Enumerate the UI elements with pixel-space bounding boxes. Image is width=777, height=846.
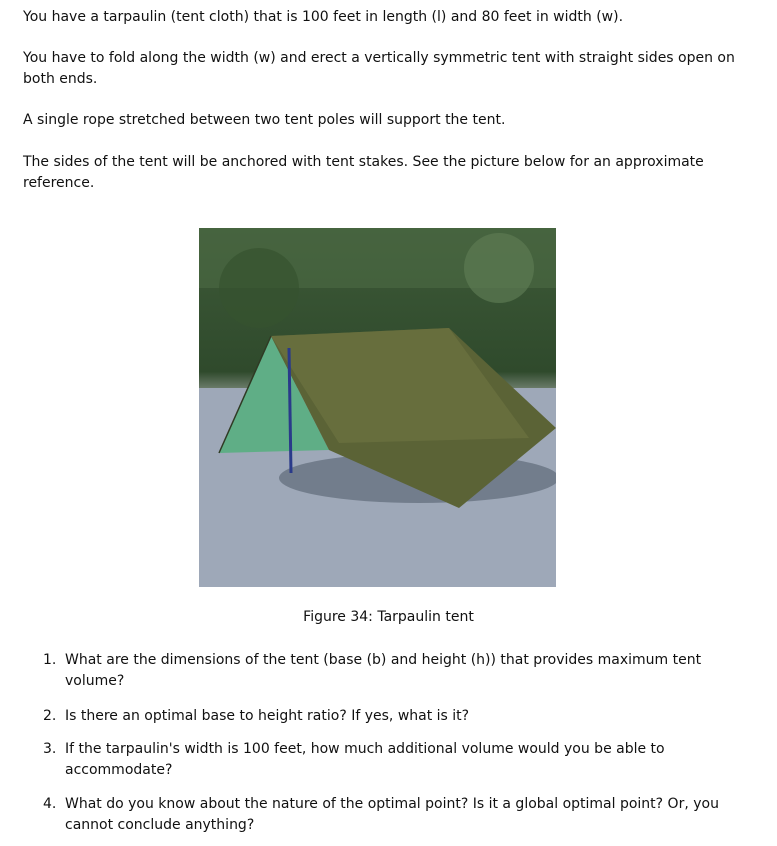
question-3 [43, 739, 743, 781]
question-text: Is there an optimal base to height ratio? If yes, what is it? [65, 708, 470, 724]
question-2 [43, 706, 743, 727]
paragraph-1: You have a tarpaulin (tent cloth) that is 100 feet in length (l) and 80 feet in width (w). [23, 9, 624, 25]
question-text: What do you know about the nature of the optimal point? Is it a global optimal point? Or, you cannot conclude anything? [65, 796, 719, 833]
question-number: 1. [43, 652, 57, 668]
question-number: 3. [43, 741, 57, 757]
paragraph-4: The sides of the tent will be anchored with tent stakes. See the picture below for an approximate reference. [23, 154, 704, 191]
question-1 [43, 650, 743, 692]
paragraph-3: A single rope stretched between two tent poles will support the tent. [23, 112, 506, 128]
question-text: If the tarpaulin's width is 100 feet, how much additional volume would you be able to accommodate? [65, 741, 665, 778]
question-number: 4. [43, 796, 57, 812]
paragraph-2: You have to fold along the width (w) and erect a vertically symmetric tent with straight sides open on both ends. [23, 50, 735, 87]
question-number: 2. [43, 708, 57, 724]
tent-photo [199, 228, 556, 587]
figure-caption: Figure 34: Tarpaulin tent [303, 609, 474, 625]
question-4 [43, 794, 743, 836]
question-text: What are the dimensions of the tent (base (b) and height (h)) that provides maximum tent volume? [65, 652, 702, 689]
